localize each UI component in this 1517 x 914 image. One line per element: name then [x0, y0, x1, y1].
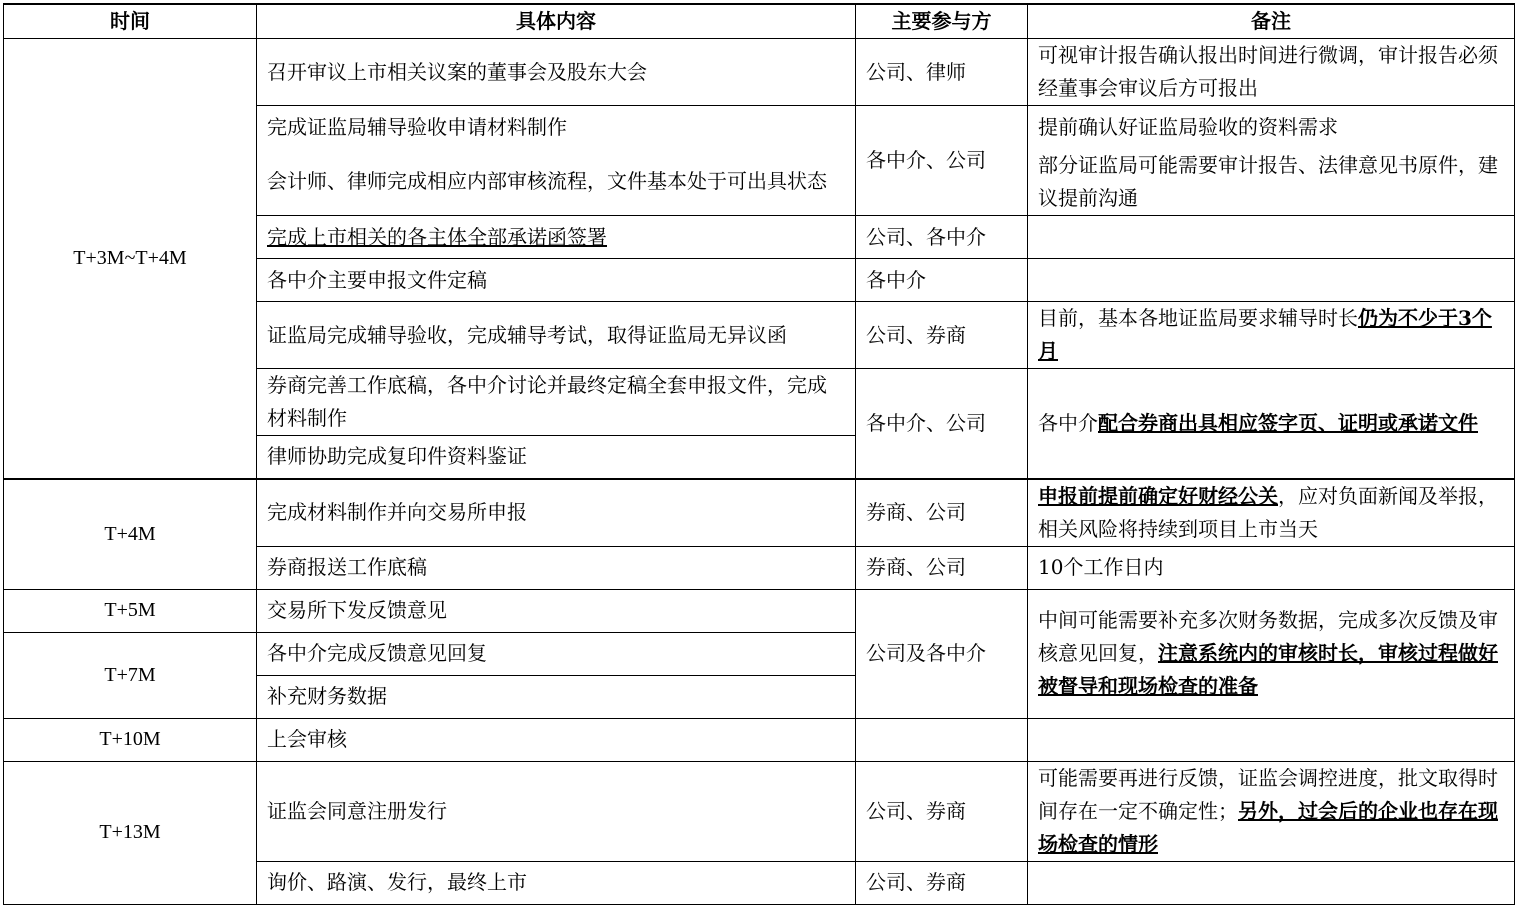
content-cell: 会计师、律师完成相应内部审核流程，文件基本处于可出具状态	[257, 149, 856, 216]
content-cell: 询价、路演、发行，最终上市	[257, 861, 856, 904]
party-cell: 各中介、公司	[856, 369, 1028, 479]
party-cell: 公司及各中介	[856, 589, 1028, 718]
header-party: 主要参与方	[856, 4, 1028, 39]
note-cell: 可视审计报告确认报出时间进行微调，审计报告必须经董事会审议后方可报出	[1028, 39, 1515, 106]
ipo-schedule-table	[3, 3, 1515, 905]
content-cell: 各中介主要申报文件定稿	[257, 259, 856, 302]
note-cell	[1028, 216, 1515, 259]
note-cell	[1028, 589, 1515, 718]
party-cell: 券商、公司	[856, 546, 1028, 589]
note-plain: ，应对负面新闻及举报，相关风险将持续到项目上市当天	[1038, 483, 1498, 541]
content-cell	[257, 216, 856, 259]
time-cell: T+5M	[4, 589, 257, 632]
content-cell: 上会审核	[257, 718, 856, 761]
time-cell: T+7M	[4, 632, 257, 718]
note-cell	[1028, 718, 1515, 761]
note-cell: 部分证监局可能需要审计报告、法律意见书原件，建议提前沟通	[1028, 149, 1515, 216]
content-cell: 证监会同意注册发行	[257, 761, 856, 861]
content-cell: 完成证监局辅导验收申请材料制作	[257, 106, 856, 149]
party-cell: 公司、各中介	[856, 216, 1028, 259]
underlined-text: 完成上市相关的各主体全部承诺函签署	[267, 224, 607, 249]
header-note: 备注	[1028, 4, 1515, 39]
time-cell: T+4M	[4, 479, 257, 590]
table-row	[4, 479, 1515, 547]
content-cell: 券商报送工作底稿	[257, 546, 856, 589]
table-row	[4, 39, 1515, 106]
party-cell: 公司、券商	[856, 761, 1028, 861]
note-cell	[1028, 302, 1515, 369]
content-cell: 证监局完成辅导验收，完成辅导考试，取得证监局无异议函	[257, 302, 856, 369]
table-row	[4, 761, 1515, 861]
party-cell	[856, 718, 1028, 761]
note-emphasis: 申报前提前确定好财经公关	[1038, 483, 1278, 508]
party-cell: 公司、券商	[856, 302, 1028, 369]
note-plain: 中间可能需要补充多次财务数据，完成多次反馈及审核意见回复，	[1038, 608, 1498, 665]
table-row	[4, 718, 1515, 761]
time-cell: T+10M	[4, 718, 257, 761]
content-cell: 券商完善工作底稿，各中介讨论并最终定稿全套申报文件，完成材料制作	[257, 369, 856, 436]
header-content: 具体内容	[257, 4, 856, 39]
note-plain: 可能需要再进行反馈，证监会调控进度，批文取得时间存在一定不确定性；	[1038, 765, 1498, 823]
header-row	[4, 4, 1515, 39]
note-emphasis: 注意系统内的审核时长，审核过程做好被督导和现场检查的准备	[1038, 641, 1498, 698]
content-cell: 交易所下发反馈意见	[257, 589, 856, 632]
content-cell: 各中介完成反馈意见回复	[257, 632, 856, 675]
note-emphasis: 仍为不少于3个月	[1038, 306, 1492, 363]
party-cell: 各中介、公司	[856, 106, 1028, 216]
note-cell	[1028, 479, 1515, 547]
time-cell: T+3M~T+4M	[4, 39, 257, 479]
content-cell: 完成材料制作并向交易所申报	[257, 479, 856, 547]
note-cell	[1028, 259, 1515, 302]
note-cell: 10个工作日内	[1028, 546, 1515, 589]
note-emphasis: 另外，过会后的企业也存在现场检查的情形	[1038, 798, 1498, 856]
party-cell: 各中介	[856, 259, 1028, 302]
note-plain: 目前，基本各地证监局要求辅导时长	[1038, 306, 1358, 330]
note-cell	[1028, 369, 1515, 479]
note-cell	[1028, 761, 1515, 861]
note-cell	[1028, 861, 1515, 904]
content-cell: 律师协助完成复印件资料鉴证	[257, 436, 856, 479]
content-cell: 补充财务数据	[257, 675, 856, 718]
party-cell: 券商、公司	[856, 479, 1028, 547]
note-cell: 提前确认好证监局验收的资料需求	[1028, 106, 1515, 149]
note-plain: 各中介	[1038, 410, 1098, 435]
note-emphasis: 配合券商出具相应签字页、证明或承诺文件	[1098, 410, 1478, 435]
header-time: 时间	[4, 4, 257, 39]
party-cell: 公司、律师	[856, 39, 1028, 106]
content-cell: 召开审议上市相关议案的董事会及股东大会	[257, 39, 856, 106]
party-cell: 公司、券商	[856, 861, 1028, 904]
time-cell: T+13M	[4, 761, 257, 904]
table-row	[4, 589, 1515, 632]
